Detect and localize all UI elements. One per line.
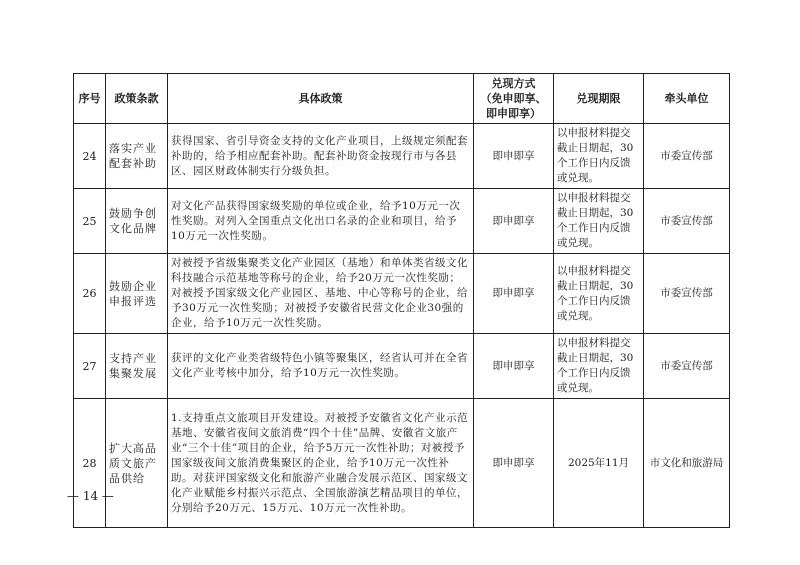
header-method <box>474 74 554 124</box>
header-method-line3: 即申即享） <box>486 107 541 120</box>
row-detail: 对文化产品获得国家级奖励的单位或企业，给予10万元一次性奖励。对列入全国重点文化出口名录的企业和项目，给予10万元一次性奖励。 <box>168 189 474 254</box>
row-detail: 对被授予省级集聚类文化产业园区（基地）和单体类省级文化科技融合示范基地等称号的企业，给予20万元一次性奖励；对被授予国家级文化产业园区、基地、中心等称号的企业，给予30万元一次性奖励；对被授予安徽省民营文化企业30强的企业，给予10万元一次性奖励。 <box>168 254 474 334</box>
row-method: 即申即享 <box>474 399 554 528</box>
table-row <box>74 254 730 334</box>
row-detail: 获得国家、省引导资金支持的文化产业项目，上级规定须配套补助的，给予相应配套补助。配套补助资金按现行市与各县区、园区财政体制实行分级负担。 <box>168 124 474 189</box>
row-method: 即申即享 <box>474 124 554 189</box>
row-method: 即申即享 <box>474 334 554 399</box>
row-unit: 市文化和旅游局 <box>644 399 730 528</box>
header-index: 序号 <box>74 74 106 124</box>
row-index: 28 <box>74 399 106 528</box>
row-clause: 鼓励企业申报评选 <box>106 254 168 334</box>
row-clause: 扩大高品质文旅产品供给 <box>106 399 168 528</box>
header-method-line2: （免申即享、 <box>480 92 547 105</box>
header-unit: 牵头单位 <box>644 74 730 124</box>
header-period: 兑现期限 <box>554 74 644 124</box>
header-method-line1: 兑现方式 <box>491 77 536 90</box>
row-index: 24 <box>74 124 106 189</box>
row-unit: 市委宣传部 <box>644 124 730 189</box>
row-period: 以申报材料提交截止日期起，30个工作日内反馈或兑现。 <box>554 189 644 254</box>
row-period: 以申报材料提交截止日期起，30个工作日内反馈或兑现。 <box>554 254 644 334</box>
table-row <box>74 189 730 254</box>
row-detail: 获评的文化产业类省级特色小镇等聚集区，经省认可并在全省文化产业考核中加分，给予10万元一次性奖励。 <box>168 334 474 399</box>
page-number: — 14 — <box>67 489 114 503</box>
row-period: 2025年11月 <box>554 399 644 528</box>
table-header-row <box>74 74 730 124</box>
row-unit: 市委宣传部 <box>644 254 730 334</box>
table-row <box>74 124 730 189</box>
policy-table <box>73 73 730 528</box>
table-row <box>74 334 730 399</box>
header-clause: 政策条款 <box>106 74 168 124</box>
header-detail: 具体政策 <box>168 74 474 124</box>
row-index: 26 <box>74 254 106 334</box>
row-clause: 支持产业集聚发展 <box>106 334 168 399</box>
row-index: 27 <box>74 334 106 399</box>
row-detail: 1.支持重点文旅项目开发建设。对被授予安徽省文化产业示范基地、安徽省夜间文旅消费“四个十佳”品牌、安徽省文旅产业“三个十佳”项目的企业，给予5万元一次性补助；对被授予国家级夜间文旅消费集聚区的企业，给予10万元一次性补助。对获评国家级文化和旅游产业融合发展示范区、国家级文化产业赋能乡村振兴示范点、全国旅游演艺精品项目的单位，分别给予20万元、15万元、10万元一次性补助。 <box>168 399 474 528</box>
row-index: 25 <box>74 189 106 254</box>
table-row <box>74 399 730 528</box>
row-period: 以申报材料提交截止日期起，30个工作日内反馈或兑现。 <box>554 334 644 399</box>
row-unit: 市委宣传部 <box>644 189 730 254</box>
row-clause: 落实产业配套补助 <box>106 124 168 189</box>
row-method: 即申即享 <box>474 254 554 334</box>
row-method: 即申即享 <box>474 189 554 254</box>
row-clause: 鼓励争创文化品牌 <box>106 189 168 254</box>
row-period: 以申报材料提交截止日期起，30个工作日内反馈或兑现。 <box>554 124 644 189</box>
row-unit: 市委宣传部 <box>644 334 730 399</box>
